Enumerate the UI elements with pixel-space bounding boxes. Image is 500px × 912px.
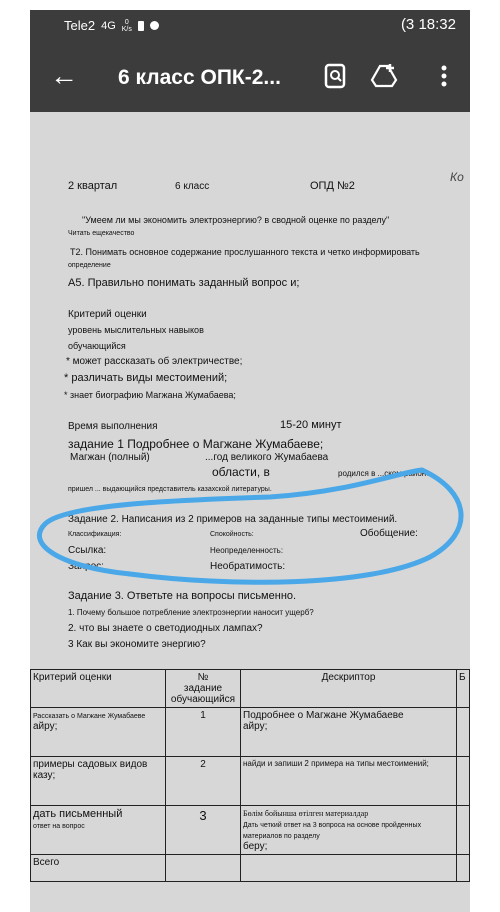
rubric-number: 3 — [166, 806, 241, 855]
descriptor-text: Подробнее о Магжане Жумабаеве — [243, 710, 404, 721]
criterion-cont: ответ на вопрос — [33, 823, 85, 830]
task3-title: Задание 3. Ответьте на вопросы письменно. — [68, 590, 297, 602]
document-page[interactable] — [30, 112, 470, 912]
oval-stroke — [39, 470, 461, 582]
app-bar — [30, 40, 470, 112]
more-vert-icon[interactable] — [430, 62, 458, 90]
bullet-2: * различать виды местоимений; — [64, 372, 228, 384]
task2-generalization: Обобщение: — [360, 528, 418, 539]
task1-title: задание 1 Подробнее о Магжане Жумабаеве; — [68, 437, 324, 451]
task3-q2: 2. что вы знаете о светодиодных лампах? — [68, 623, 263, 634]
descriptor-cont: айру; — [243, 721, 268, 732]
rubric-descriptor: найди и запиши 2 примера на типы местоимений; — [241, 757, 457, 806]
task2-field-2: Ссылка: — [68, 545, 107, 556]
status-left — [64, 18, 159, 33]
rubric-descriptor — [241, 708, 457, 757]
task3-q3: 3 Как вы экономите энергию? — [68, 639, 206, 650]
task1-line2-b: родился в ...ском районе — [338, 469, 431, 478]
criterion-text: дать письменный — [33, 808, 123, 820]
speed-unit: K/s — [121, 25, 132, 33]
rubric-criterion — [31, 806, 166, 855]
table-row — [31, 708, 470, 757]
task1-line1: Магжан (полный) — [70, 452, 150, 463]
rubric-header-row — [31, 670, 470, 708]
rubric-number: 1 — [166, 708, 241, 757]
task2-field-2-mid: Неопределенность: — [210, 546, 284, 555]
quarter-label: 2 квартал — [68, 180, 118, 192]
rubric-header-descriptor: Дескриптор — [241, 670, 457, 708]
rubric-total-descriptor — [241, 855, 457, 882]
number-subheader: задание обучающийся — [170, 683, 236, 705]
status-bar — [30, 10, 470, 40]
add-to-drive-icon[interactable] — [370, 62, 398, 90]
rubric-criterion — [31, 708, 166, 757]
work-label: ОПД №2 — [310, 180, 355, 192]
task2-field-3: Запрос: — [68, 561, 104, 572]
criteria-title: Критерий оценки — [68, 309, 147, 320]
descriptor-cont-2: беру; — [243, 841, 268, 852]
arrow-left-icon[interactable]: ← — [50, 60, 78, 91]
rubric-total-score — [457, 855, 470, 882]
task1-line2: области, в — [212, 465, 270, 479]
time-value: 15-20 минут — [280, 419, 342, 431]
rubric-criterion — [31, 757, 166, 806]
criterion-text: примеры садовых видов — [33, 759, 148, 770]
table-row-total — [31, 855, 470, 882]
clock: 18:32 — [418, 16, 456, 33]
rubric-total: Всего — [31, 855, 166, 882]
criterion-cont: айру; — [33, 721, 58, 732]
vpn-icon — [150, 21, 159, 30]
rubric-header-criterion: Критерий оценки — [31, 670, 166, 708]
lens-search-icon[interactable] — [322, 62, 350, 90]
grade-label: 6 класс — [175, 181, 210, 192]
criterion-cont: казу; — [33, 770, 56, 781]
criteria-line-1: уровень мыслительных навыков — [68, 325, 204, 335]
carrier-label: Tele2 — [64, 18, 96, 33]
criterion-text: Рассказать о Магжане Жумабаеве — [33, 713, 146, 720]
rubric-number: 2 — [166, 757, 241, 806]
descriptor-text: Бөлім бойынша өтілген материалдар — [243, 809, 369, 818]
speed-value: 0 — [124, 18, 129, 26]
bullet-1: * может рассказать об электричестве; — [66, 356, 243, 367]
time-label: Время выполнения — [68, 421, 158, 432]
goal-2-cont: определение — [68, 262, 111, 269]
task2-title: Задание 2. Написания из 2 примеров на заданные типы местоимений. — [68, 514, 398, 525]
task1-line3: пришел ... выдающийся представитель казахской литературы. — [68, 486, 272, 493]
rubric-descriptor — [241, 806, 457, 855]
bullet-3: * знает биографию Магжана Жумабаева; — [64, 390, 236, 400]
rubric-header-score: Б — [457, 670, 470, 708]
rubric-total-number — [166, 855, 241, 882]
topic-text: "Умеем ли мы экономить электроэнергию? в сводной оценке по разделу" — [82, 215, 390, 225]
rubric-score — [457, 806, 470, 855]
rubric-table — [30, 669, 470, 882]
battery-level: (3 — [400, 16, 415, 33]
status-right — [401, 16, 456, 33]
task2-field-1: Классификация: — [68, 531, 122, 538]
task2-field-3-mid: Необратимость: — [210, 561, 286, 572]
document-title: 6 класс ОПК-2... — [118, 66, 281, 89]
rubric-score — [457, 757, 470, 806]
rubric-header-number — [166, 670, 241, 708]
net-speed — [122, 19, 132, 33]
task1-line1-b: ...год великого Жумабаева — [205, 452, 329, 463]
goal-1: Читать ещекачество — [68, 230, 135, 237]
goal-2: Т2. Понимать основное содержание прослушанного текста и четко информировать — [70, 247, 420, 257]
rubric-score — [457, 708, 470, 757]
task3-q1: 1. Почему большое потребление электроэнергии наносит ущерб? — [68, 608, 314, 617]
battery-saver-icon — [138, 21, 144, 31]
task2-field-1-mid: Спокойность: — [210, 531, 254, 538]
margin-mark: Ко — [450, 170, 464, 184]
number-header: № — [197, 672, 209, 683]
goal-3: А5. Правильно понимать заданный вопрос и; — [68, 277, 300, 289]
criteria-line-2: обучающийся — [68, 341, 126, 351]
descriptor-cont: Дать четкий ответ на 3 вопроса на основе пройденных материалов по разделу — [243, 822, 422, 840]
table-row — [31, 806, 470, 855]
table-row — [31, 757, 470, 806]
network-label: 4G — [101, 19, 116, 32]
